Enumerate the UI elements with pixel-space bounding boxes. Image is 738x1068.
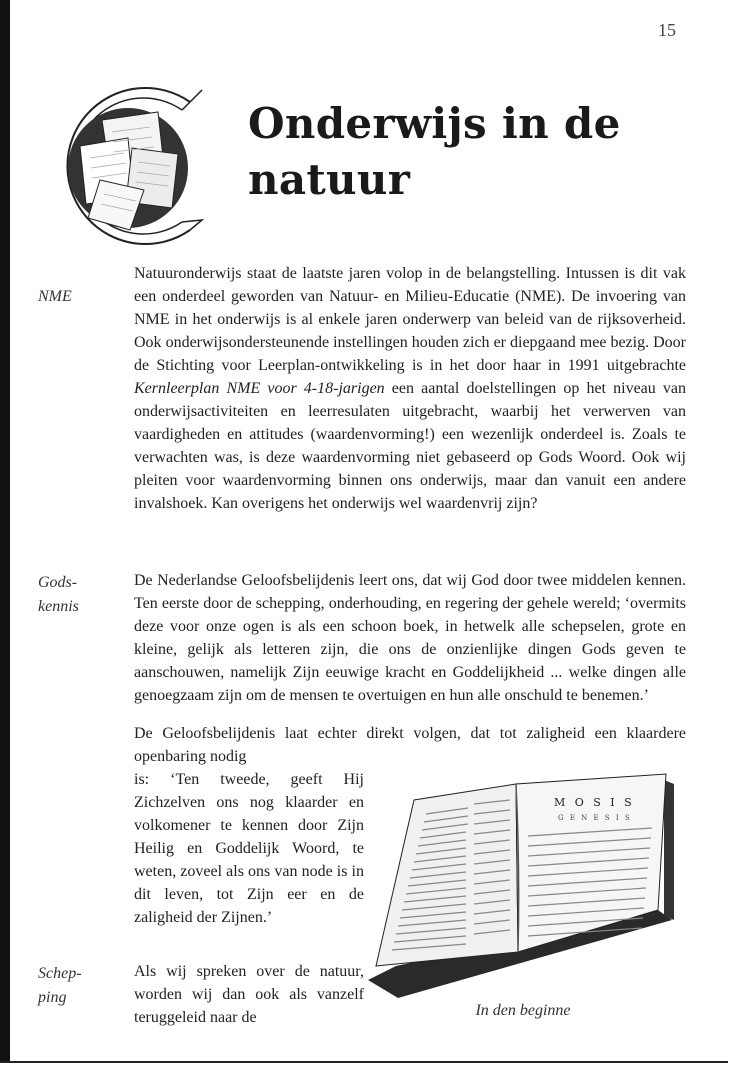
book-heading-genesis: G E N E S I S xyxy=(558,814,632,822)
page-edge-bar xyxy=(0,0,10,1062)
margin-label-schepping-line2: ping xyxy=(38,989,67,1006)
margin-label-godskennis-line2: kennis xyxy=(38,598,79,615)
margin-label-schepping-line1: Schep- xyxy=(38,965,82,982)
open-bible-image xyxy=(368,770,678,1000)
book-heading-mosis: M O S I S xyxy=(554,796,635,809)
margin-label-godskennis xyxy=(38,571,79,619)
title-line-1: Onderwijs in de xyxy=(248,99,621,148)
image-caption: In den beginne xyxy=(475,1002,571,1019)
nme-text-part1: Natuuronderwijs staat de laatste jaren volop in de belangstelling. Intussen is dit vak een onderdeel geworden van Natuur- en Milieu-Educatie (NME). De invoering van NME in het onderwijs is al enkele jaren onderwerp van beleid van de rijksoverheid. Ook onderwijsondersteunende instellingen houden zich er diepgaand mee bezig. Door de Stichting voor Leerplan-ontwikkeling is in het door haar in 1991 uitgebrachte xyxy=(134,265,686,374)
page-title xyxy=(248,96,621,208)
margin-label-schepping xyxy=(38,962,82,1010)
title-line-2: natuur xyxy=(248,155,411,204)
nme-text-part2: een aantal doelstellingen op het niveau van onderwijsactiviteiten en leerresulaten uitgebracht, waarbij het verwerven van vaardigheden en attitudes (waardenvorming!) een wezenlijk onderdeel is. Zoals te verwachten was, is deze waardenvorming niet gebaseerd op Gods Woord. Ook wij pleiten voor waardenvorming binnen ons onderwijs, maar dan vanuit een andere invalshoek. Kan overigens het onderwijs wel waardenvrij zijn? xyxy=(134,380,686,512)
margin-label-godskennis-line1: Gods- xyxy=(38,574,78,591)
bottom-rule xyxy=(0,1061,728,1063)
godskennis-continuation: De Geloofsbelijdenis laat echter direkt volgen, dat tot zaligheid een klaardere openbaring nodig xyxy=(134,725,686,765)
margin-label-nme: NME xyxy=(38,288,72,305)
godskennis-continuation-narrow: is: ‘Ten tweede, geeft Hij Zichzelven ons nog klaarder en volkomener te kennen door Zijn Heilig en Goddelijk Woord, te weten, zoveel als ons van node is in dit leven, tot Zijn eer en de zaligheid der Zijnen.’ xyxy=(134,771,364,926)
godskennis-paragraph: De Nederlandse Geloofsbelijdenis leert ons, dat wij God door twee middelen kennen. Ten eerste door de schepping, onderhouding, en regering der gehele wereld; ‘overmits deze voor onze ogen is als een schoon boek, in hetwelk alle schepselen, grote en kleine, gelijk als letteren zijn, die ons de onzienlijke dingen Gods geven te aanschouwen, namelijk Zijn eeuwige kracht en Goddelijkheid ... welke dingen alle genoegzaam zijn om de mensen te overtuigen en hun alle onschuld te benemen.’ xyxy=(134,572,686,704)
page-number: 15 xyxy=(658,20,676,40)
papers-circle-logo xyxy=(40,80,210,260)
schepping-paragraph: Als wij spreken over de natuur, worden wij dan ook als vanzelf teruggeleid naar de xyxy=(134,963,364,1026)
nme-paragraph xyxy=(134,262,686,515)
kernleerplan-title: Kernleerplan NME voor 4-18-jarigen xyxy=(134,380,385,397)
